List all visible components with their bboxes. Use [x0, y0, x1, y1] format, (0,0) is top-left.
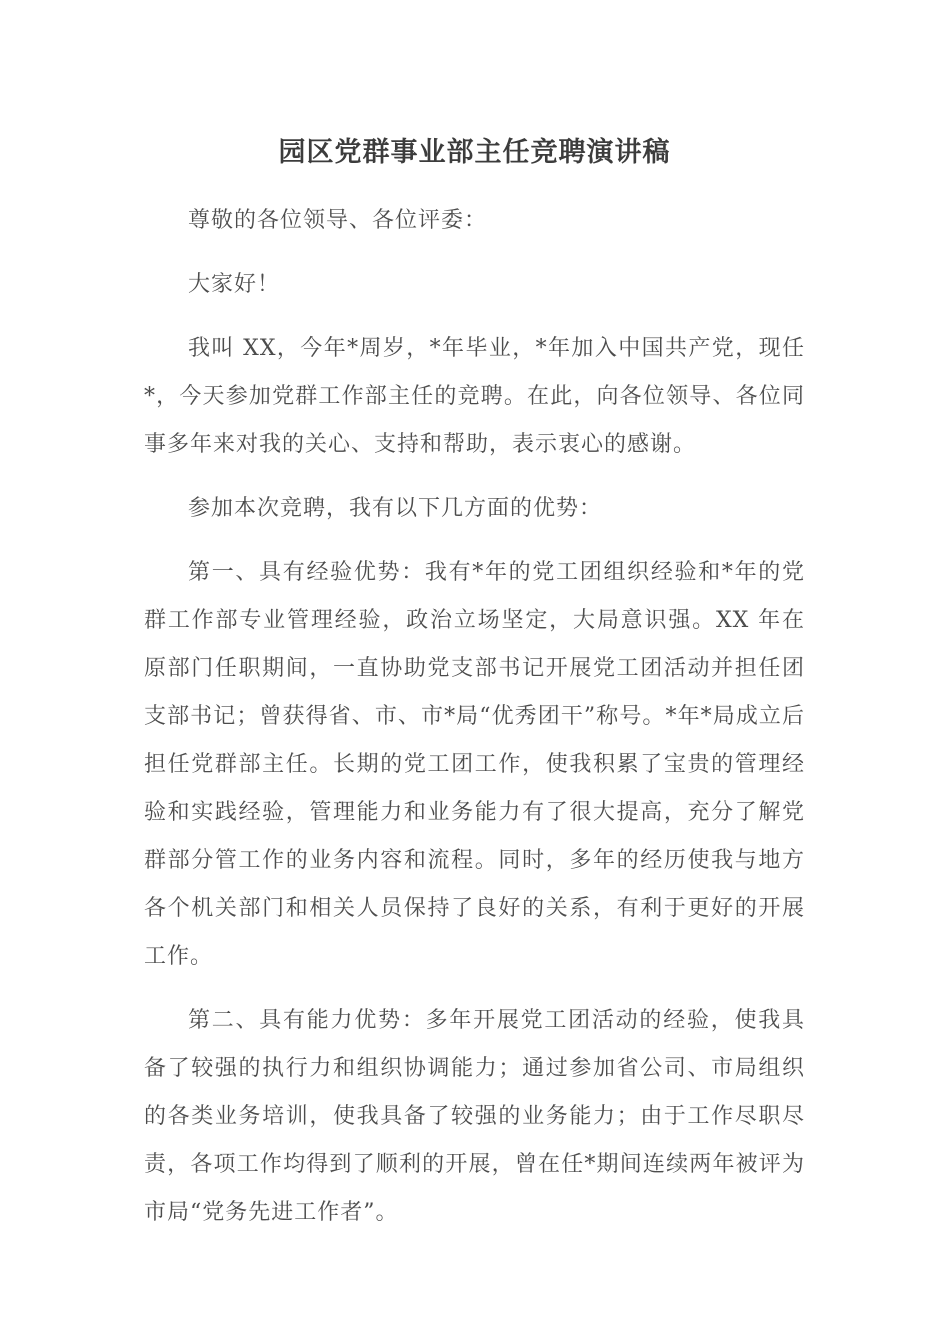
document-body: [144, 197, 805, 1237]
paragraph-advantage-experience: 第一、具有经验优势：我有*年的党工团组织经验和*年的党群工作部专业管理经验，政治立场坚定，大局意识强。XX 年在原部门任职期间，一直协助党支部书记开展党工团活动并担任团支部书记；曾获得省、市、市*局“优秀团干”称号。*年*局成立后担任党群部主任。长期的党工团工作，使我积累了宝贵的管理经验和实践经验，管理能力和业务能力有了很大提高，充分了解党群部分管工作的业务内容和流程。同时，多年的经历使我与地方各个机关部门和相关人员保持了良好的关系，有利于更好的开展工作。: [144, 560, 805, 969]
paragraph-advantage-ability: 第二、具有能力优势：多年开展党工团活动的经验，使我具备了较强的执行力和组织协调能力；通过参加省公司、市局组织的各类业务培训，使我具备了较强的业务能力；由于工作尽职尽责，各项工作均得到了顺利的开展，曾在任*期间连续两年被评为市局“党务先进工作者”。: [144, 1008, 805, 1225]
document-title: 园区党群事业部主任竞聘演讲稿: [278, 137, 671, 168]
paragraph-salutation: 尊敬的各位领导、各位评委：: [188, 208, 488, 233]
paragraph-greeting: 大家好！: [188, 272, 281, 297]
paragraph-advantages-lead-in: 参加本次竞聘，我有以下几方面的优势：: [188, 496, 603, 521]
paragraph-introduction: 我叫 XX，今年*周岁，*年毕业，*年加入中国共产党，现任*，今天参加党群工作部主任的竞聘。在此，向各位领导、各位同事多年来对我的关心、支持和帮助，表示衷心的感谢。: [144, 336, 805, 457]
